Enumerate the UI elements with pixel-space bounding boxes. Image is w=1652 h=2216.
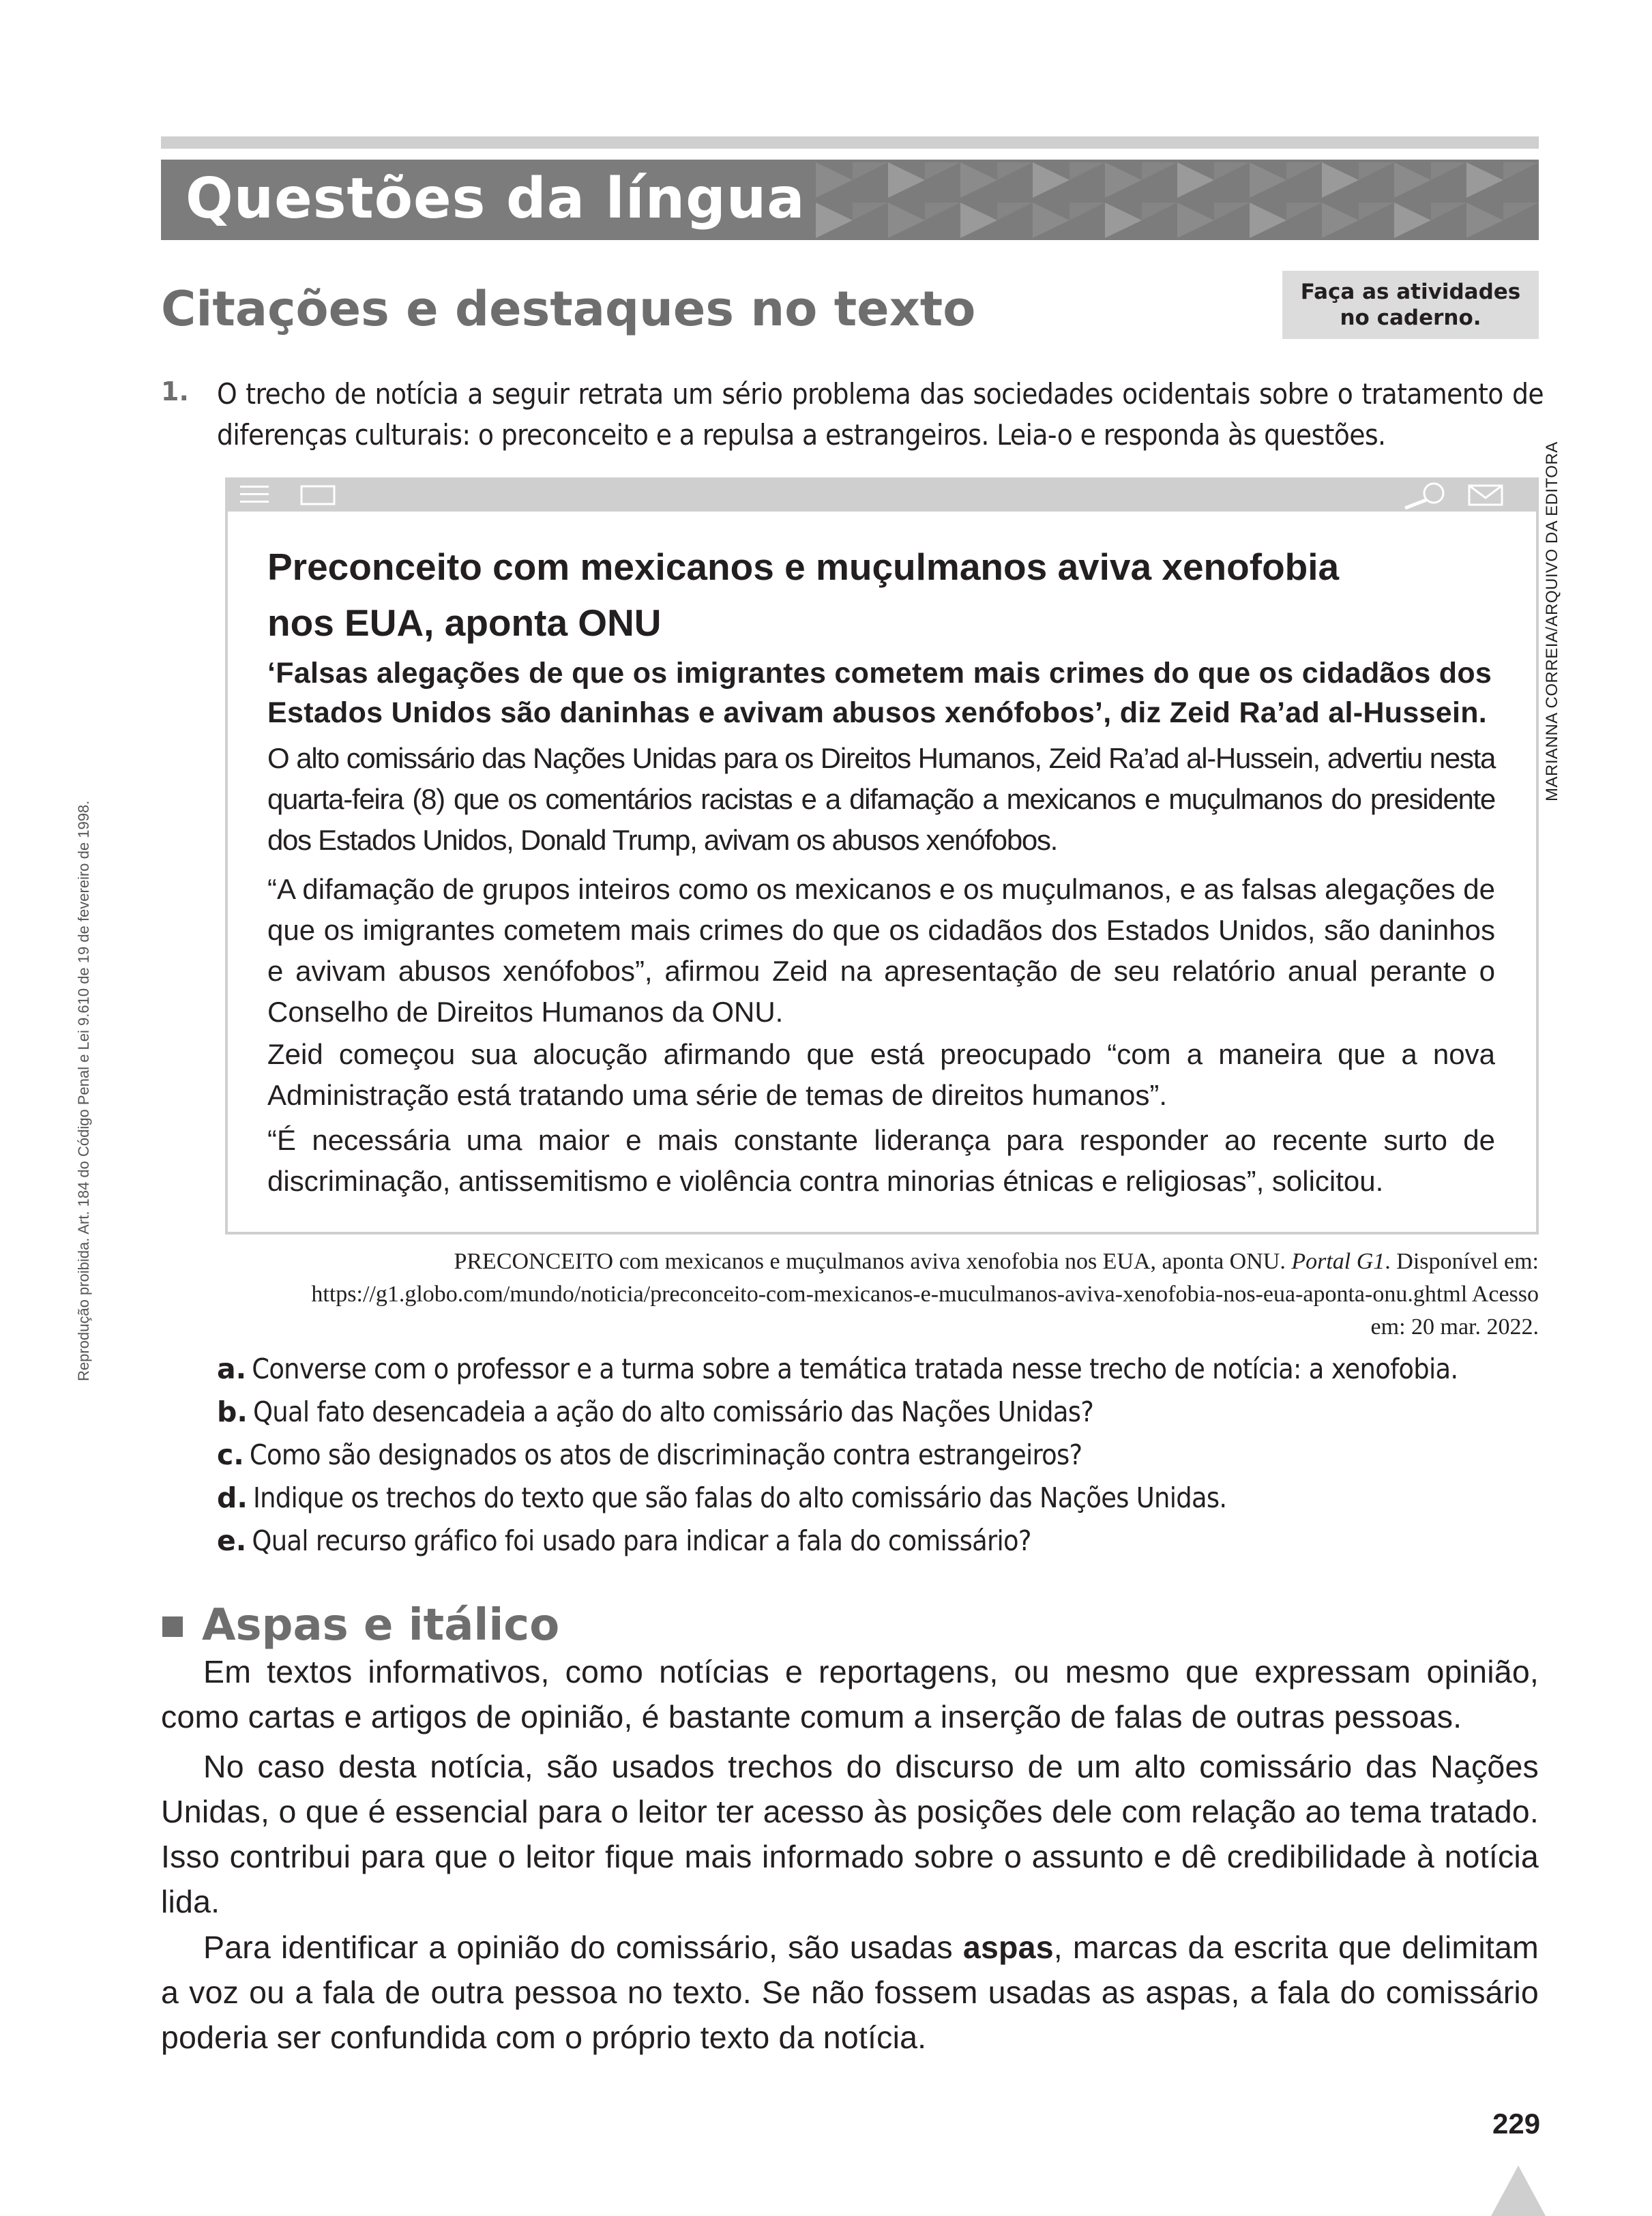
banner-triangle [1503, 203, 1539, 220]
banner-triangle [816, 162, 853, 198]
badge-line-2: no caderno. [1340, 306, 1481, 330]
banner-triangle [1286, 162, 1322, 180]
banner-triangle [1286, 203, 1322, 220]
section-title: Citações e destaques no texto [161, 281, 976, 337]
body-paragraph: Em textos informativos, como notícias e reportagens, ou mesmo que expressam opinião, como cartas e artigos de opinião, é bastante comum a inserção de falas de outras pessoas. [161, 1654, 1539, 1734]
banner-triangle [1359, 203, 1394, 220]
heading-square-icon [162, 1616, 183, 1637]
question-text: O trecho de notícia a seguir retrata um sério problema das sociedades ocidentais sobre o tratamento de diferenças culturais: o preconceito e a repulsa a estrangeiros. Leia-o e responda às questões. [217, 377, 1544, 452]
banner-triangle [1142, 203, 1177, 220]
banner-triangle [1105, 162, 1142, 198]
article-title-line-1: Preconceito com mexicanos e muçulmanos aviva xenofobia [267, 546, 1340, 588]
banner-triangle [1070, 203, 1105, 220]
banner-triangle [1070, 162, 1105, 180]
notebook-badge [1282, 271, 1539, 339]
item-text: Indique os trechos do texto que são falas do alto comissário das Nações Unidas. [252, 1481, 1227, 1514]
banner-triangle [960, 162, 997, 198]
banner-triangle [997, 203, 1033, 220]
item-text: Converse com o professor e a turma sobre a temática tratada nesse trecho de notícia: a xenofobia. [252, 1353, 1458, 1385]
banner-triangle [888, 203, 925, 238]
section-banner [161, 160, 1539, 240]
banner-triangle [1033, 162, 1070, 198]
banner-triangle [1250, 162, 1286, 198]
citation-part-1: PRECONCEITO com mexicanos e muçulmanos aviva xenofobia nos EUA, aponta ONU. [454, 1249, 1292, 1274]
window-icon[interactable] [300, 485, 336, 505]
banner-triangle [853, 203, 888, 220]
legal-notice-text: Reprodução proibida. Art. 184 do Código Penal e Lei 9.610 de 19 de fevereiro de 1998. [75, 800, 92, 1381]
banner-triangle [1322, 203, 1359, 238]
banner-triangle [1466, 162, 1503, 198]
banner-triangle [816, 203, 853, 238]
banner-triangle [1214, 203, 1250, 220]
banner-triangle [960, 203, 997, 238]
banner-triangle [1177, 203, 1214, 238]
article-paragraph: “A difamação de grupos inteiros como os mexicanos e os muçulmanos, e as falsas alegações de que os imigrantes cometem mais crimes do que os cidadãos dos Estados Unidos, são daninhos e avivam abusos xenófobos”, afirmou Zeid na apresentação de seu relatório anual perante o Conselho de Direitos Humanos da ONU. [267, 873, 1495, 1028]
article-subtitle: ‘Falsas alegações de que os imigrantes cometem mais crimes do que os cidadãos dos Estados Unidos são daninhas e avivam abusos xenófobos’, diz Zeid Ra’ad al-Hussein. [267, 657, 1492, 729]
banner-triangle [1142, 162, 1177, 180]
item-text: Como são designados os atos de discriminação contra estrangeiros? [249, 1438, 1082, 1471]
legal-notice [75, 800, 95, 1385]
body-paragraph: No caso desta notícia, são usados trechos do discurso de um alto comissário das Nações Unidas, o que é essencial para o leitor ter acesso às posições dele com relação ao tema tratado. Isso contribui para que o leitor fique mais informado sobre o assunto e dê credibilidade à notícia lida. [161, 1749, 1539, 1919]
article-paragraph: O alto comissário das Nações Unidas para os Direitos Humanos, Zeid Ra’ad al-Hussein, advertiu nesta quarta-feira (8) que os comentários racistas e a difamação a mexicanos e muçulmanos do presidente dos Estados Unidos, Donald Trump, avivam os abusos xenófobos. [267, 742, 1495, 856]
question-number: 1. [161, 376, 189, 407]
question-item-d [217, 1477, 1540, 1520]
badge-line-1: Faça as atividades [1300, 280, 1521, 304]
item-letter: b. [217, 1395, 248, 1428]
banner-triangle [1033, 203, 1070, 238]
p3-after: , marcas da escrita que delimitam a voz ou a fala de outra pessoa no texto. Se não fossem usadas as aspas, a fala do comissário poderia ser confundida com o próprio texto da notícia. [161, 1930, 1539, 2055]
banner-triangle [1250, 203, 1286, 238]
article-title-line-2: nos EUA, aponta ONU [267, 602, 662, 644]
banner-triangle [1431, 162, 1466, 180]
banner-triangle [1503, 162, 1539, 180]
article-toolbar [225, 477, 1539, 512]
menu-icon[interactable] [240, 484, 269, 505]
p3-before: Para identificar a opinião do comissário, são usadas [203, 1930, 963, 1965]
banner-triangle [1177, 162, 1214, 198]
top-rule [161, 136, 1539, 149]
banner-triangle [853, 162, 888, 180]
corner-triangle-icon [1491, 2166, 1546, 2216]
banner-triangle [1431, 203, 1466, 220]
question-item-a [217, 1348, 1540, 1391]
search-icon[interactable] [1402, 481, 1450, 509]
question-items [217, 1348, 1540, 1563]
article-title [267, 539, 1427, 651]
banner-triangle [925, 203, 960, 220]
body-paragraph [161, 1925, 1539, 2060]
photo-credit-text: MARIANNA CORREIA/ARQUIVO DA EDITORA [1543, 441, 1561, 801]
item-letter: d. [217, 1481, 248, 1514]
question-item-c [217, 1434, 1540, 1477]
banner-triangle [1466, 203, 1503, 238]
question-item-b [217, 1391, 1540, 1434]
citation-part-2: . Disponível em: https://g1.globo.com/mundo/noticia/preconceito-com-mexicanos-e-muculmanos-aviva-xenofobia-nos-eua-aponta-onu.ghtml Acesso em: 20 mar. 2022. [311, 1249, 1539, 1340]
photo-credit [1543, 441, 1565, 805]
citation-source: Portal G1 [1291, 1249, 1385, 1274]
subsection-heading: Aspas e itálico [202, 1600, 560, 1651]
item-letter: a. [217, 1353, 247, 1385]
article-paragraph: Zeid começou sua alocução afirmando que está preocupado “com a maneira que a nova Administração está tratando uma série de temas de direitos humanos”. [267, 1038, 1495, 1111]
item-text: Qual fato desencadeia a ação do alto comissário das Nações Unidas? [252, 1395, 1094, 1428]
item-letter: c. [217, 1438, 244, 1471]
question-item-e [217, 1520, 1540, 1563]
banner-triangle [997, 162, 1033, 180]
article-citation [286, 1245, 1539, 1344]
page-number: 229 [1492, 2108, 1541, 2140]
banner-triangle [888, 162, 925, 198]
item-text: Qual recurso gráfico foi usado para indicar a fala do comissário? [252, 1524, 1031, 1557]
mail-icon[interactable] [1468, 484, 1503, 506]
banner-triangle [1394, 203, 1431, 238]
banner-triangle [1214, 162, 1250, 180]
item-letter: e. [217, 1524, 247, 1557]
article-paragraph: “É necessária uma maior e mais constante liderança para responder ao recente surto de discriminação, antissemitismo e violência contra minorias étnicas e religiosas”, solicitou. [267, 1124, 1495, 1197]
p3-bold: aspas [962, 1930, 1054, 1965]
banner-triangle [925, 162, 960, 180]
banner-triangle [1105, 203, 1142, 238]
banner-triangle [1359, 162, 1394, 180]
banner-triangle [1394, 162, 1431, 198]
banner-title: Questões da língua [186, 166, 806, 231]
banner-triangle [1322, 162, 1359, 198]
